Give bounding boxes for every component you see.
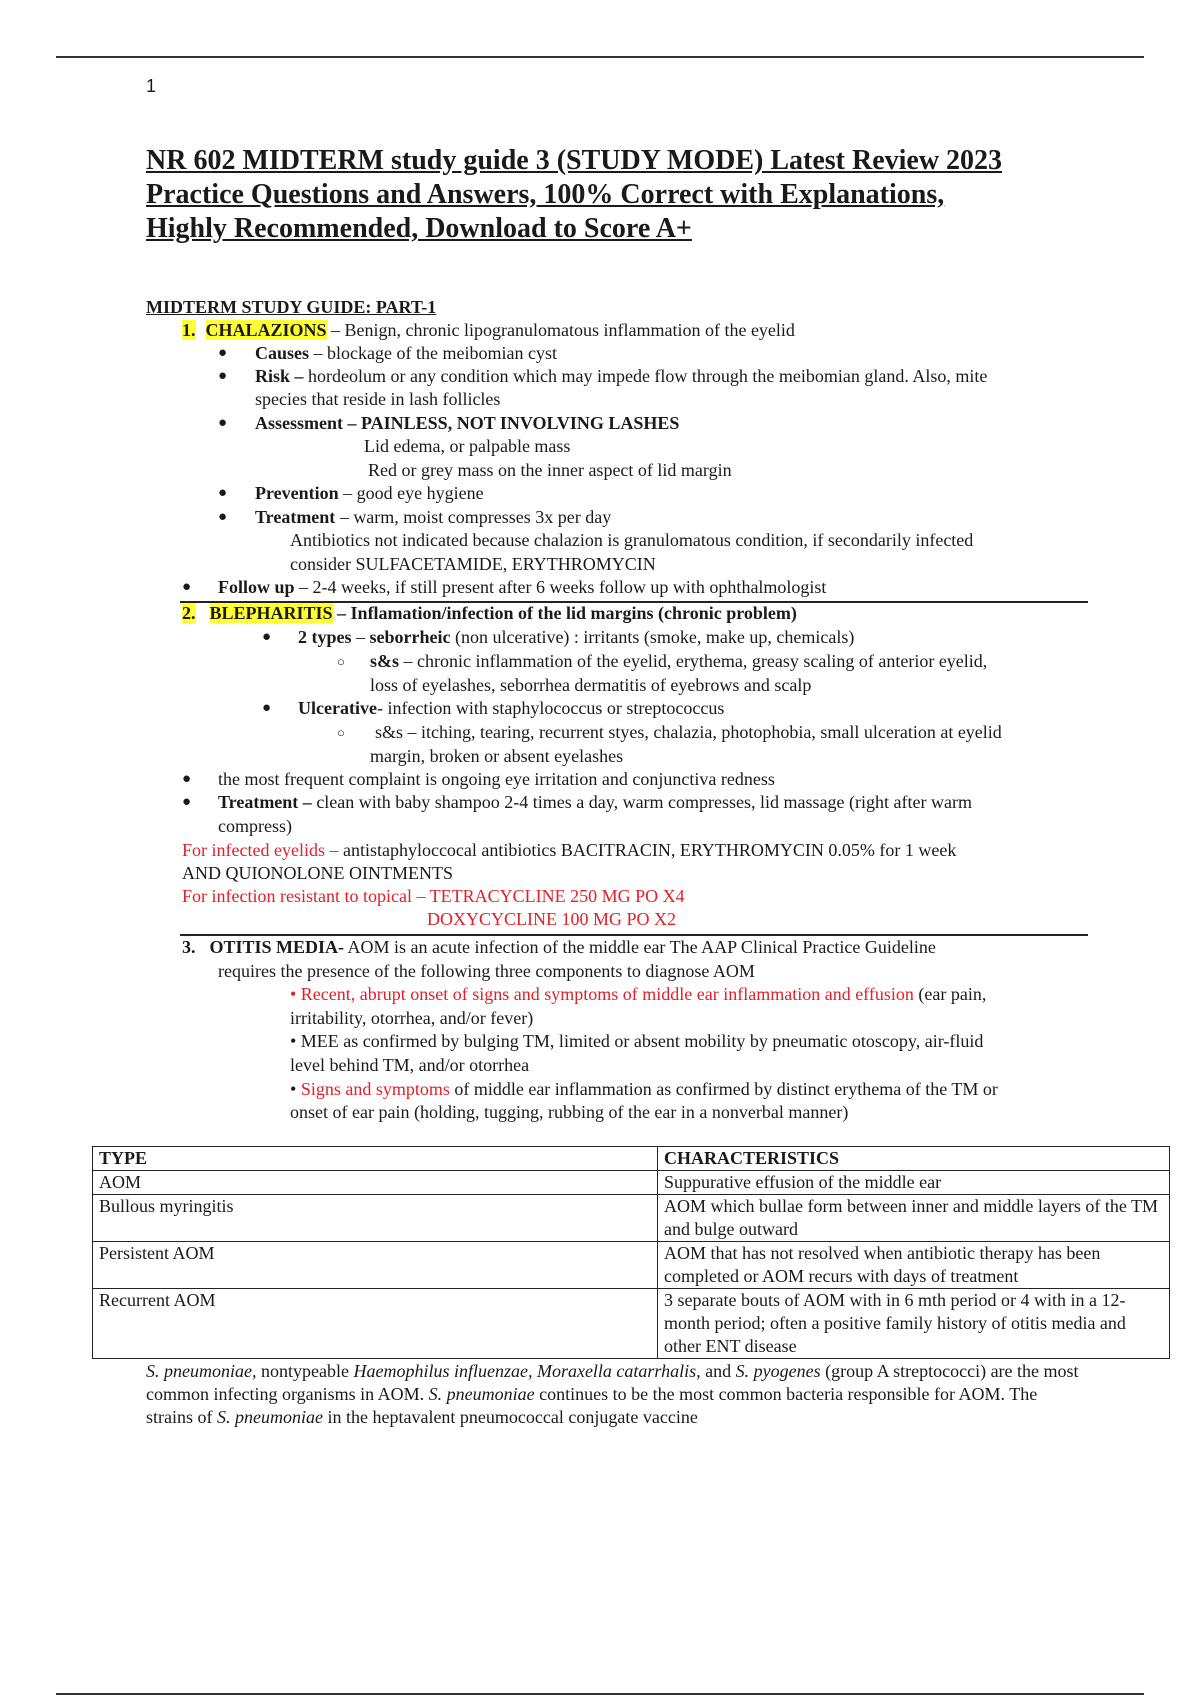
chalazion-risk-cont: species that reside in lash follicles [255,389,501,409]
treatment-text: – warm, moist compresses 3x per day [335,507,612,527]
section-number: 2. [182,603,196,623]
table-cell-characteristics: AOM which bullae form between inner and middle layers of the TM and bulge outward [658,1195,1170,1242]
paragraph-text: and [700,1361,736,1381]
bullet-icon: ● [262,629,272,645]
seborrheic-label: seborrheic [369,627,451,647]
assessment-line: Red or grey mass on the inner aspect of lid margin [368,460,732,480]
bullet-icon: ● [218,368,228,384]
term-chalazion: CHALAZIONS [205,320,327,340]
section-blepharitis-heading [182,602,797,625]
table-row [93,1242,1170,1289]
aom-criterion-1 [290,983,986,1006]
aom-types-table [92,1146,1170,1359]
aom-criterion-1-cont: irritability, otorrhea, and/or fever) [290,1008,534,1028]
bullet-icon: ● [182,794,192,810]
followup-text: – 2-4 weeks, if still present after 6 weeks follow up with ophthalmologist [294,577,827,597]
seborrheic-text: (non ulcerative) : irritants (smoke, make up, chemicals) [450,627,855,647]
ulcerative-type [298,697,724,720]
section-chalazion-heading [182,319,795,342]
aom-criterion-3-cont: onset of ear pain (holding, tugging, rubbing of the ear in a nonverbal manner) [290,1102,849,1122]
section-otitis-heading [182,936,936,959]
infected-label: For infected eyelids – [182,840,339,860]
ulcerative-label: Ulcerative [298,698,377,718]
treatment-text: clean with baby shampoo 2-4 times a day, warm compresses, lid massage (right after warm [311,792,972,812]
criterion-text: of middle ear inflammation as confirmed by distinct erythema of the TM or [449,1079,998,1099]
paragraph-text: in the heptavalent pneumococcal conjugate vaccine [322,1407,698,1427]
bullet-icon: ● [218,415,228,431]
column-header: TYPE [93,1147,658,1171]
treatment-label: Treatment – [218,792,312,812]
causes-label: Causes [255,343,310,363]
ss-label: s&s [370,651,400,671]
ulcerative-text: - infection with staphylococcus or streptococcus [376,698,725,718]
chalazion-followup [218,576,826,599]
table-cell-characteristics: Suppurative effusion of the middle ear [658,1171,1170,1195]
chalazion-definition: – Benign, chronic lipogranulomatous inflammation of the eyelid [326,320,795,340]
bullet-icon: ● [182,771,192,787]
circle-bullet-icon: ○ [337,654,345,669]
treatment-label: Treatment [255,507,336,527]
paragraph-text: (group A streptococci) are the most common infecting organisms in AOM. [146,1361,1079,1404]
assessment-line: Lid edema, or palpable mass [364,436,571,456]
bottom-rule [56,1693,1144,1695]
document-title [146,144,1106,246]
aom-criterion-2: • MEE as confirmed by bulging TM, limited or absent mobility by pneumatic otoscopy, air-fluid [290,1031,984,1051]
criterion-red: • Recent, abrupt onset of signs and symptoms of middle ear inflammation and effusion [290,984,914,1004]
blepharitis-treatment [218,791,972,814]
paragraph-text: continues to be the most common bacteria responsible for AOM. The strains of [146,1384,1038,1427]
table-row [93,1195,1170,1242]
chalazion-risk [255,365,987,388]
section-number: 1. [182,320,196,340]
organism-name: S. pneumoniae, [146,1361,257,1381]
organism-name: S. pyogenes [735,1361,821,1381]
bullet-icon: ● [182,579,192,595]
risk-label: Risk – [255,366,304,386]
organism-name: S. pneumoniae [217,1407,323,1427]
followup-label: Follow up [218,577,295,597]
infected-eyelids [182,839,956,862]
otitis-definition-cont: requires the presence of the following three components to diagnose AOM [218,961,755,981]
section-number: 3. [182,937,196,957]
criterion-bullet: • [290,1079,301,1099]
treatment-line: consider SULFACETAMIDE, ERYTHROMYCIN [290,554,656,574]
top-rule [56,56,1144,58]
ulcerative-ss: s&s – itching, tearing, recurrent styes, chalazia, photophobia, small ulceration at eyelid [375,722,1002,742]
title-line: Highly Recommended, Download to Score A+ [146,213,692,244]
blepharitis-complaint: the most frequent complaint is ongoing eye irritation and conjunctiva redness [218,769,775,789]
ss-text: – chronic inflammation of the eyelid, erythema, greasy scaling of anterior eyelid, [399,651,988,671]
types-dash: – [351,627,370,647]
ulcerative-ss-cont: margin, broken or absent eyelashes [370,746,624,766]
table-row [93,1289,1170,1359]
seborrheic-ss [370,650,987,673]
organism-name: Haemophilus influenzae, Moraxella catarrhalis, [353,1361,701,1381]
table-cell-type: AOM [93,1171,658,1195]
organism-name: S. pneumoniae [428,1384,535,1404]
blepharitis-definition: – Inflamation/infection of the lid margins (chronic problem) [332,603,797,623]
page-number: 1 [146,76,157,96]
bullet-icon: ● [218,345,228,361]
resistant-infection: For infection resistant to topical – TETRACYCLINE 250 MG PO X4 [182,886,685,906]
paragraph-text: nontypeable [256,1361,354,1381]
bullet-icon: ● [218,509,228,525]
aom-criterion-3 [290,1078,998,1101]
aom-criterion-2-cont: level behind TM, and/or otorrhea [290,1055,530,1075]
column-header: CHARACTERISTICS [658,1147,1170,1171]
seborrheic-ss-cont: loss of eyelashes, seborrhea dermatitis of eyebrows and scalp [370,675,812,695]
title-line: Practice Questions and Answers, 100% Correct with Explanations, [146,179,945,210]
organisms-paragraph [146,1360,1086,1429]
risk-text: hordeolum or any condition which may impede flow through the meibomian gland. Also, mite [303,366,988,386]
criterion-text: (ear pain, [913,984,987,1004]
table-cell-type: Persistent AOM [93,1242,658,1289]
part-heading: MIDTERM STUDY GUIDE: PART-1 [146,297,437,317]
chalazion-assessment: Assessment – PAINLESS, NOT INVOLVING LASHES [255,413,680,433]
table-cell-characteristics: 3 separate bouts of AOM with in 6 mth period or 4 with in a 12-month period; often a positive family history of otitis media and other ENT disease [658,1289,1170,1359]
table-row [93,1171,1170,1195]
types-label: 2 types [298,627,352,647]
table-header-row [93,1147,1170,1171]
table-cell-type: Bullous myringitis [93,1195,658,1242]
term-blepharitis: BLEPHARITIS [209,603,333,623]
title-line: NR 602 MIDTERM study guide 3 (STUDY MODE) Latest Review 2023 [146,145,1003,176]
chalazion-prevention [255,482,484,505]
resistant-infection-doxy: DOXYCYCLINE 100 MG PO X2 [427,909,677,929]
blepharitis-types [298,626,854,649]
circle-bullet-icon: ○ [337,725,345,740]
treatment-line: Antibiotics not indicated because chalazion is granulomatous condition, if secondarily infected [290,530,974,550]
otitis-definition: AOM is an acute infection of the middle ear The AAP Clinical Practice Guideline [344,937,936,957]
term-otitis-media: OTITIS MEDIA- [209,937,345,957]
table-cell-characteristics: AOM that has not resolved when antibiotic therapy has been completed or AOM recurs with days of treatment [658,1242,1170,1289]
infected-eyelids-cont: AND QUIONOLONE OINTMENTS [182,863,453,883]
table-cell-type: Recurrent AOM [93,1289,658,1359]
chalazion-treatment [255,506,611,529]
causes-text: – blockage of the meibomian cyst [309,343,557,363]
chalazion-causes [255,342,557,365]
criterion-red: Signs and symptoms [300,1079,450,1099]
prevention-text: – good eye hygiene [338,483,484,503]
bullet-icon: ● [262,700,272,716]
prevention-label: Prevention [255,483,339,503]
treatment-cont: compress) [218,816,292,836]
infected-text: antistaphyloccocal antibiotics BACITRACIN, ERYTHROMYCIN 0.05% for 1 week [338,840,957,860]
bullet-icon: ● [218,485,228,501]
